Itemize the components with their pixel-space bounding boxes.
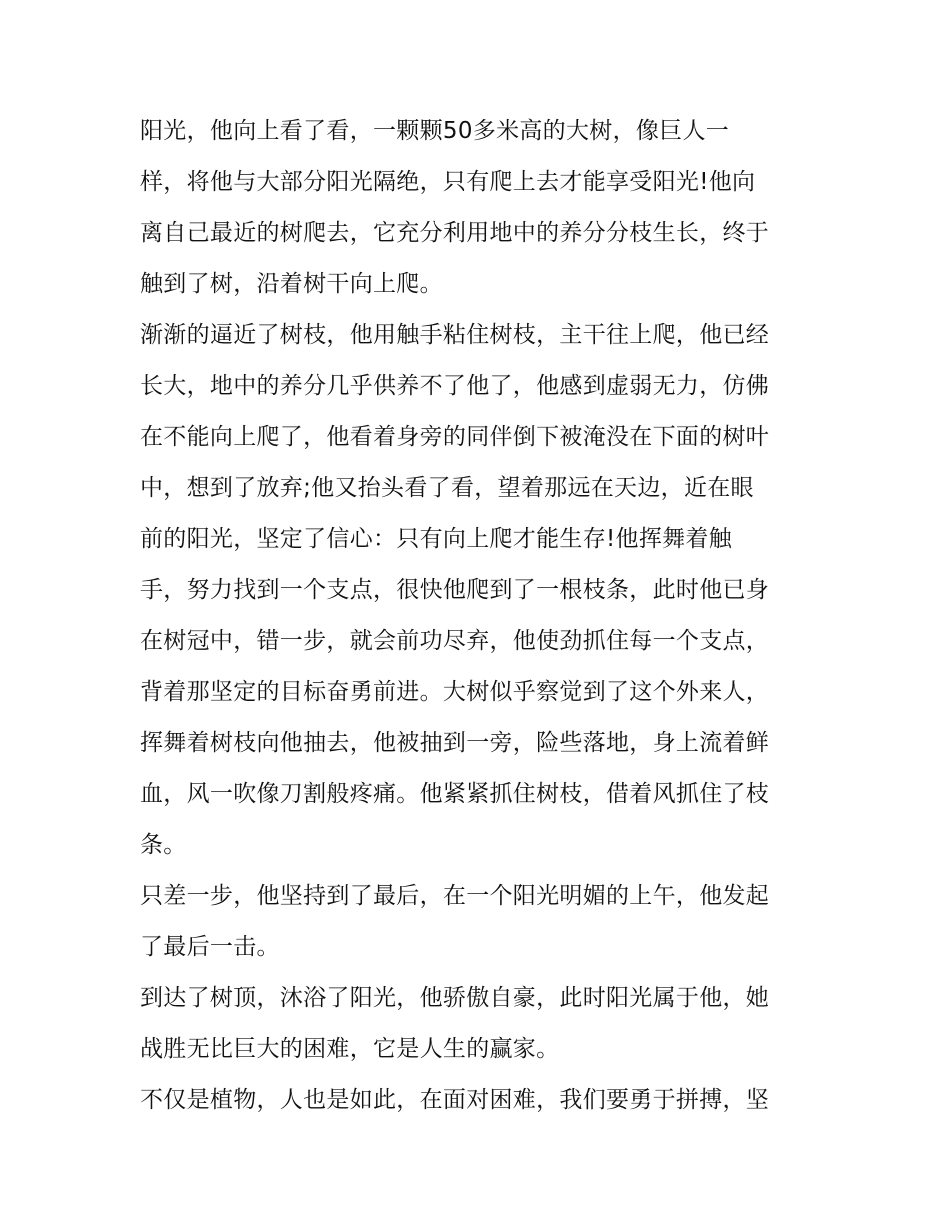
text-line: 在不能向上爬了，他看着身旁的同伴倒下被淹没在下面的树叶 xyxy=(140,424,770,450)
text-line: 触到了树，沿着树干向上爬。 xyxy=(140,271,443,297)
text-line: 挥舞着树枝向他抽去，他被抽到一旁，险些落地，身上流着鲜 xyxy=(140,730,770,756)
text-line: 在树冠中，错一步，就会前功尽弃，他使劲抓住每一个支点， xyxy=(140,628,770,654)
text-line: 不仅是植物，人也是如此，在面对困难，我们要勇于拼搏，坚 xyxy=(140,1087,770,1113)
text-line: 背着那坚定的目标奋勇前进。大树似乎察觉到了这个外来人， xyxy=(140,679,770,705)
text-line: 战胜无比巨大的困难，它是人生的赢家。 xyxy=(140,1036,560,1062)
text-line: 手，努力找到一个支点，很快他爬到了一根枝条，此时他已身 xyxy=(140,577,770,603)
text-line: 离自己最近的树爬去，它充分利用地中的养分分枝生长，终于 xyxy=(140,220,770,246)
text-line: 长大，地中的养分几乎供养不了他了，他感到虚弱无力，仿佛 xyxy=(140,373,770,399)
text-line: 前的阳光，坚定了信心：只有向上爬才能生存!他挥舞着触 xyxy=(140,526,733,552)
text-line: 了最后一击。 xyxy=(140,934,280,960)
text-line: 到达了树顶，沐浴了阳光，他骄傲自豪，此时阳光属于他，她 xyxy=(140,985,770,1011)
text-line: 条。 xyxy=(140,832,187,858)
text-line: 渐渐的逼近了树枝，他用触手粘住树枝，主干往上爬，他已经 xyxy=(140,322,770,348)
text-line: 只差一步，他坚持到了最后，在一个阳光明媚的上午，他发起 xyxy=(140,883,770,909)
document-body xyxy=(140,106,820,1126)
text-line: 中，想到了放弃;他又抬头看了看，望着那远在天边，近在眼 xyxy=(140,475,754,501)
text-line: 阳光，他向上看了看，一颗颗50多米高的大树，像巨人一 xyxy=(140,118,730,144)
text-line: 样，将他与大部分阳光隔绝，只有爬上去才能享受阳光!他向 xyxy=(140,169,756,195)
text-line: 血，风一吹像刀割般疼痛。他紧紧抓住树枝，借着风抓住了枝 xyxy=(140,781,770,807)
